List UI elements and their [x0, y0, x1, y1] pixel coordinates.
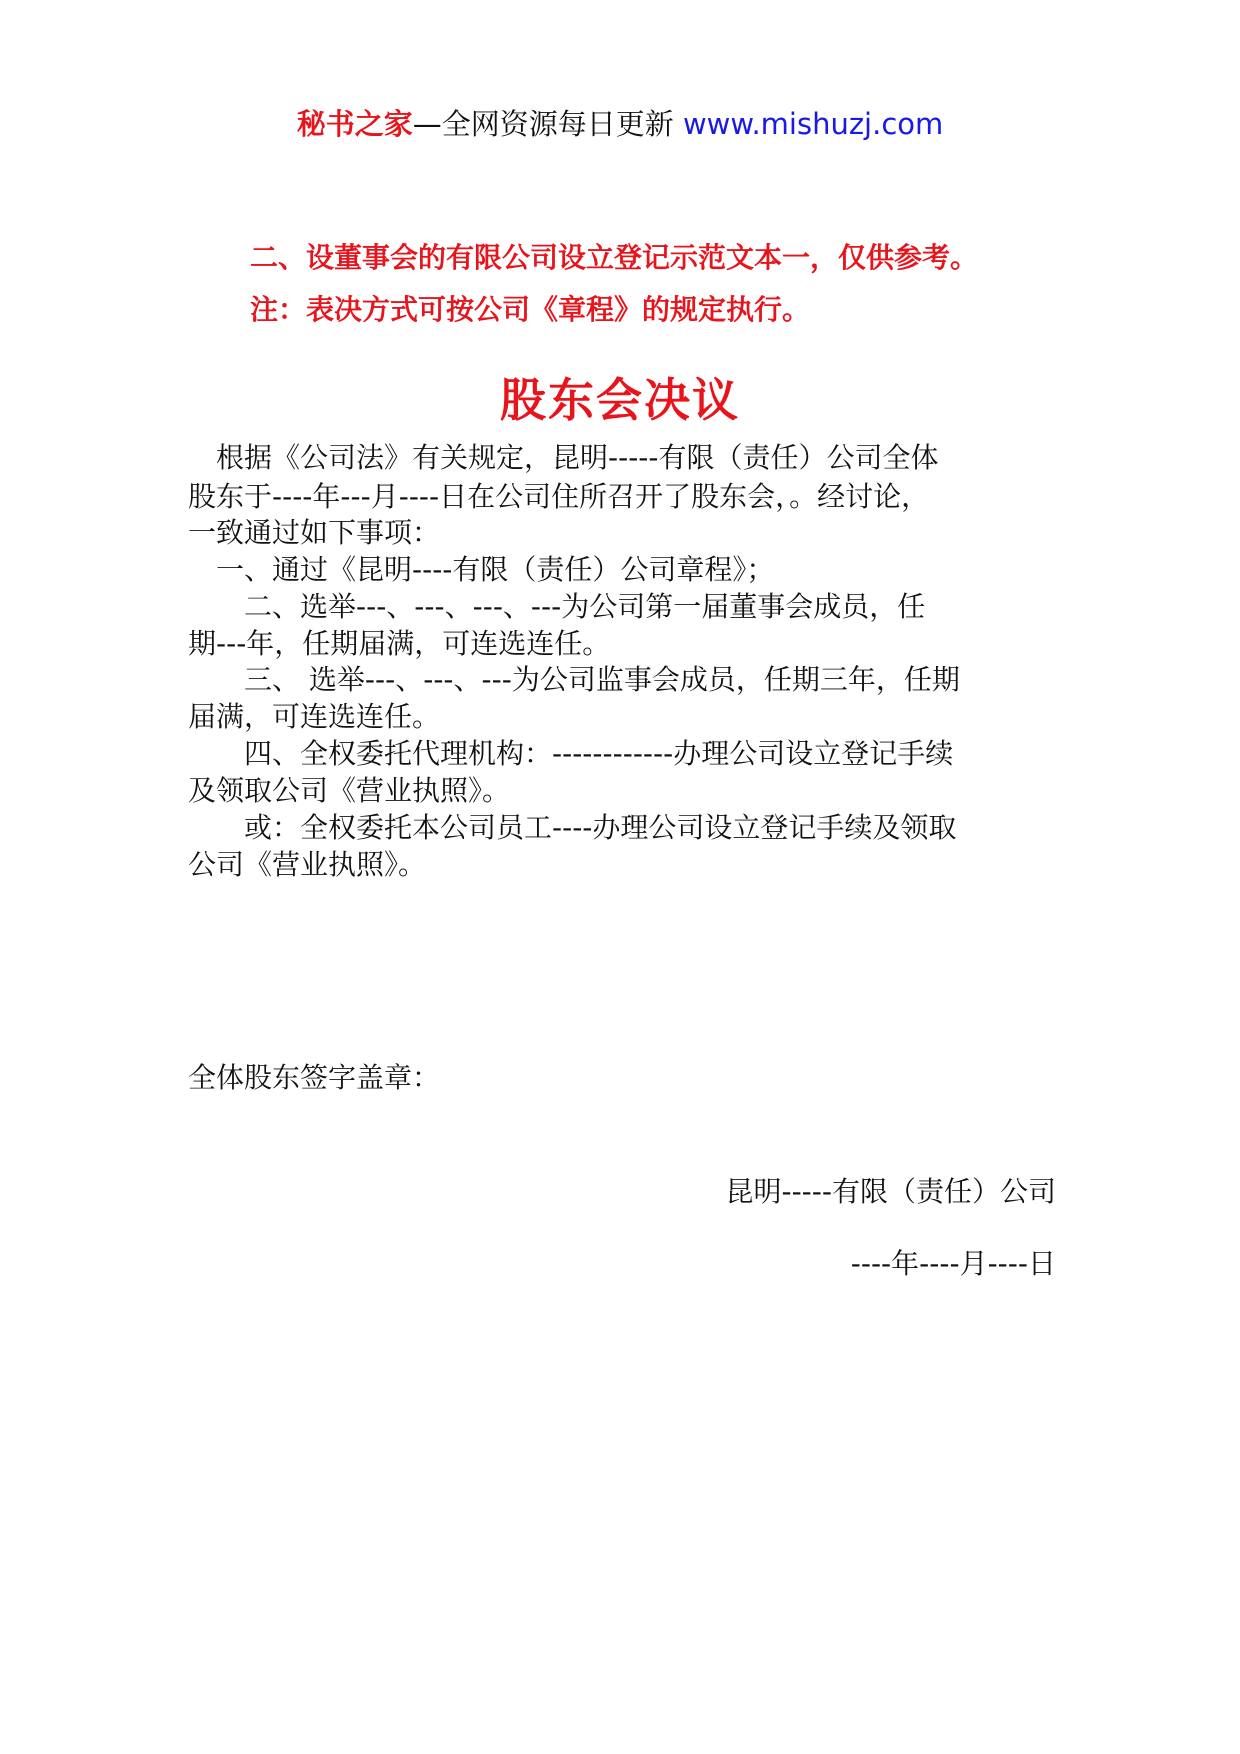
body-line: 或：全权委托本公司员工----办理公司设立登记手续及领取 — [188, 811, 957, 844]
body-line: 一、通过《昆明----有限（责任）公司章程》； — [188, 553, 775, 586]
site-slogan: —全网资源每日更新 — [412, 107, 674, 141]
body-line: 期---年，任期届满，可连选连任。 — [188, 627, 611, 660]
body-line: 根据《公司法》有关规定，昆明-----有限（责任）公司全体 — [188, 441, 939, 474]
body-line: 四、全权委托代理机构：------------办理公司设立登记手续 — [188, 737, 954, 770]
company-name: 昆明-----有限（责任）公司 — [725, 1175, 1056, 1208]
note-template-description: 二、设董事会的有限公司设立登记示范文本一，仅供参考。 — [250, 241, 979, 274]
brand-name: 秘书之家 — [296, 107, 413, 141]
document-title: 股东会决议 — [500, 373, 740, 427]
body-line: 公司《营业执照》。 — [188, 848, 427, 881]
body-line: 二、选举---、---、---、---为公司第一届董事会成员，任 — [188, 590, 926, 623]
body-line: 一致通过如下事项： — [188, 516, 441, 549]
body-line: 三、 选举---、---、---为公司监事会成员，任期三年，任期 — [188, 663, 960, 696]
site-header — [0, 104, 1240, 144]
body-line: 股东于----年---月----日在公司住所召开了股东会，。经讨论， — [188, 480, 930, 513]
note-voting-method: 注：表决方式可按公司《章程》的规定执行。 — [250, 293, 811, 326]
site-url-link[interactable]: www.mishuzj.com — [682, 107, 944, 141]
body-line: 及领取公司《营业执照》。 — [188, 774, 511, 807]
shareholders-signature-label: 全体股东签字盖章： — [188, 1061, 441, 1094]
document-date: ----年----月----日 — [850, 1247, 1056, 1280]
body-line: 届满，可连选连任。 — [188, 700, 441, 733]
